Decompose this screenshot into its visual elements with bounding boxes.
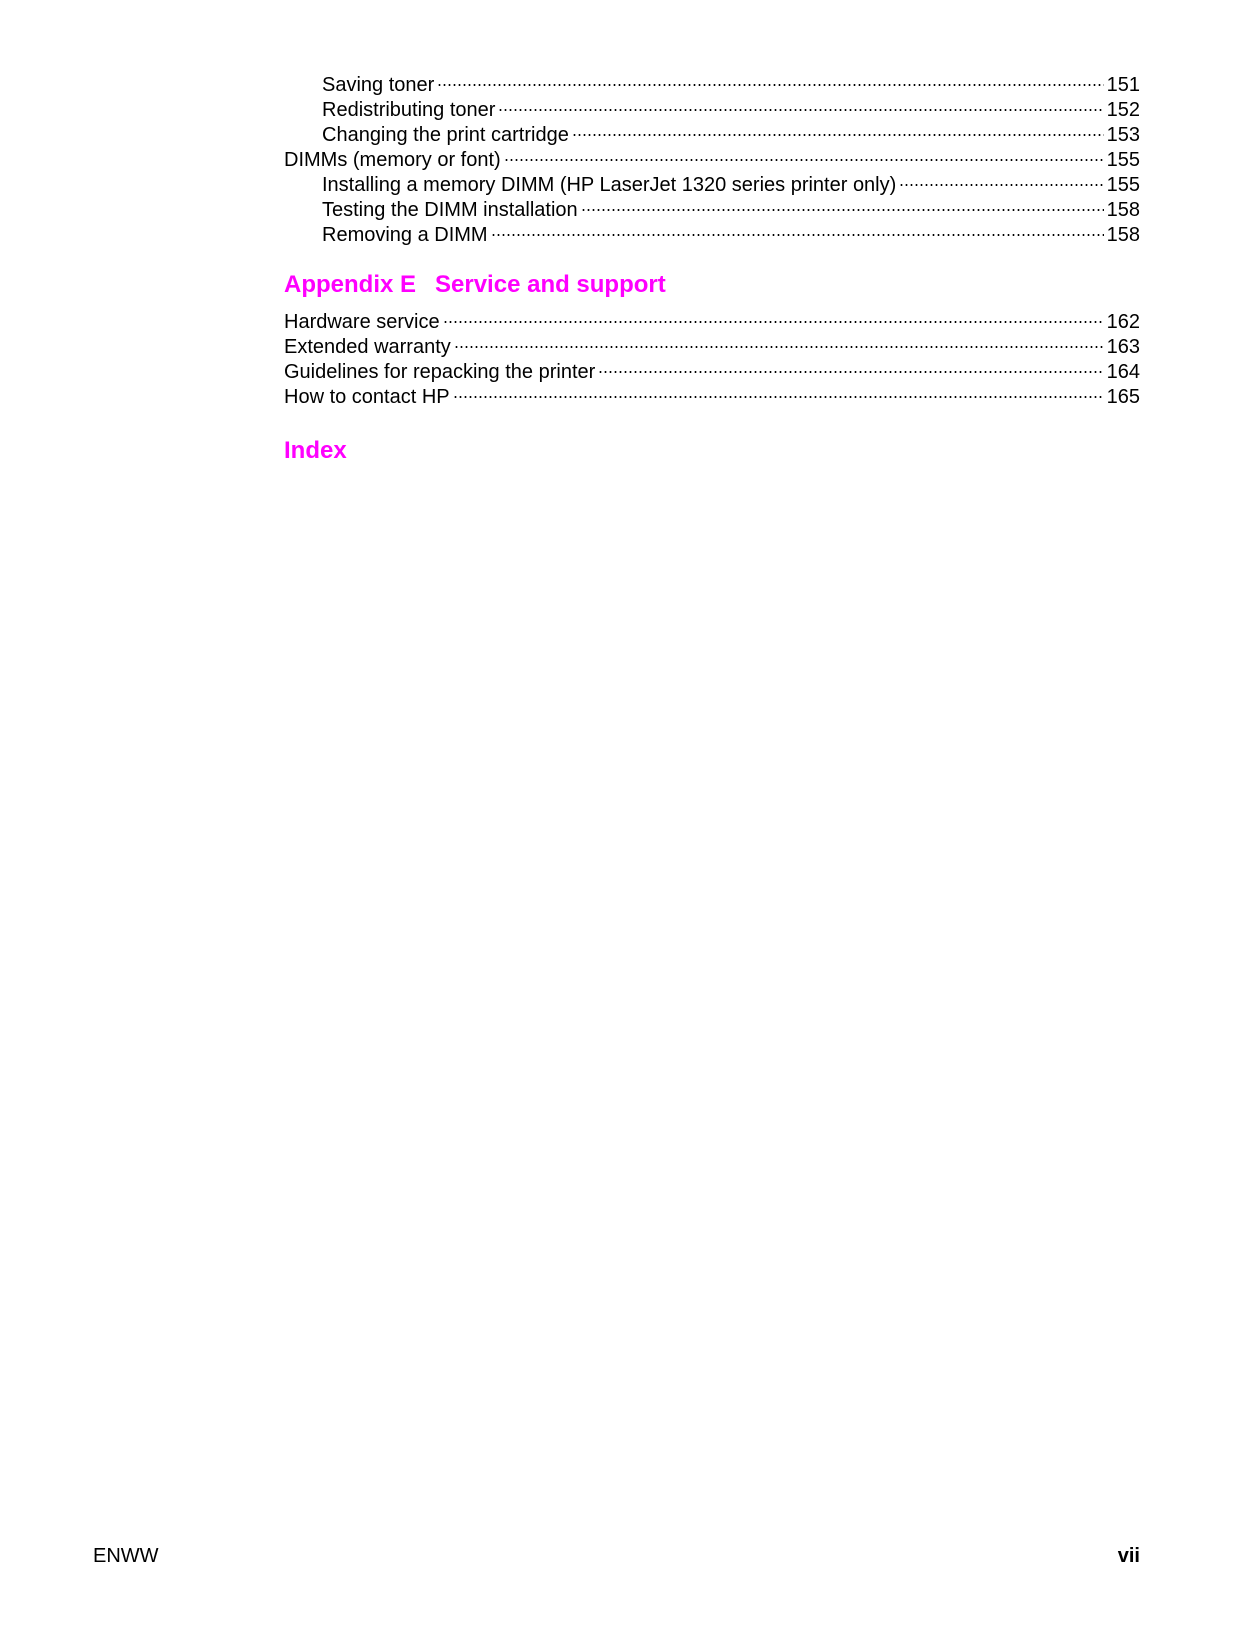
toc-entry-page: 155 [1106,174,1140,196]
toc-entry-label: Changing the print cartridge [322,124,569,146]
toc-entry-label: Guidelines for repacking the printer [284,361,596,383]
toc-entry[interactable] [284,198,1140,223]
toc-entry[interactable] [284,73,1140,98]
toc-entry-page: 158 [1106,224,1140,246]
toc-entry[interactable] [284,223,1140,248]
dot-leader [498,108,1103,112]
toc-entry-page: 163 [1106,336,1140,358]
toc-entry-label: Installing a memory DIMM (HP LaserJet 1320 series printer only) [322,174,897,196]
toc-entry-page: 164 [1106,361,1140,383]
toc-entry[interactable] [284,335,1140,360]
toc-entry[interactable] [284,148,1140,173]
toc-entry-page: 151 [1106,74,1140,96]
dot-leader [437,83,1103,87]
toc-entry[interactable] [284,173,1140,198]
toc-entry-label: Testing the DIMM installation [322,199,578,221]
toc-entry[interactable] [284,310,1140,335]
toc-entry-page: 158 [1106,199,1140,221]
appendix-e-heading[interactable] [284,270,1140,300]
dot-leader [454,345,1104,349]
dot-leader [598,370,1103,374]
page-number: vii [1117,1545,1140,1567]
toc-entry[interactable] [284,98,1140,123]
toc-entry-page: 165 [1106,386,1140,408]
toc-entry-label: Saving toner [322,74,435,96]
dot-leader [443,320,1104,324]
toc-entry-page: 155 [1106,149,1140,171]
toc-entry-label: Hardware service [284,311,440,333]
toc-entry[interactable] [284,123,1140,148]
table-of-contents [284,73,1140,466]
appendix-prefix: Appendix E [284,271,417,298]
footer-left-label: ENWW [93,1545,159,1567]
dot-leader [899,183,1103,187]
toc-entry-label: Extended warranty [284,336,451,358]
dot-leader [581,208,1104,212]
dot-leader [504,158,1104,162]
toc-entry-label: DIMMs (memory or font) [284,149,501,171]
dot-leader [572,133,1104,137]
toc-entry[interactable] [284,385,1140,410]
toc-entry-label: Removing a DIMM [322,224,488,246]
toc-entry-label: How to contact HP [284,386,450,408]
index-heading[interactable]: Index [284,437,347,464]
toc-entry-page: 162 [1106,311,1140,333]
appendix-title: Service and support [435,271,666,298]
dot-leader [491,233,1104,237]
dot-leader [453,395,1104,399]
toc-entry-page: 153 [1106,124,1140,146]
toc-entry-label: Redistributing toner [322,99,496,121]
toc-entry[interactable] [284,360,1140,385]
toc-entry-page: 152 [1106,99,1140,121]
